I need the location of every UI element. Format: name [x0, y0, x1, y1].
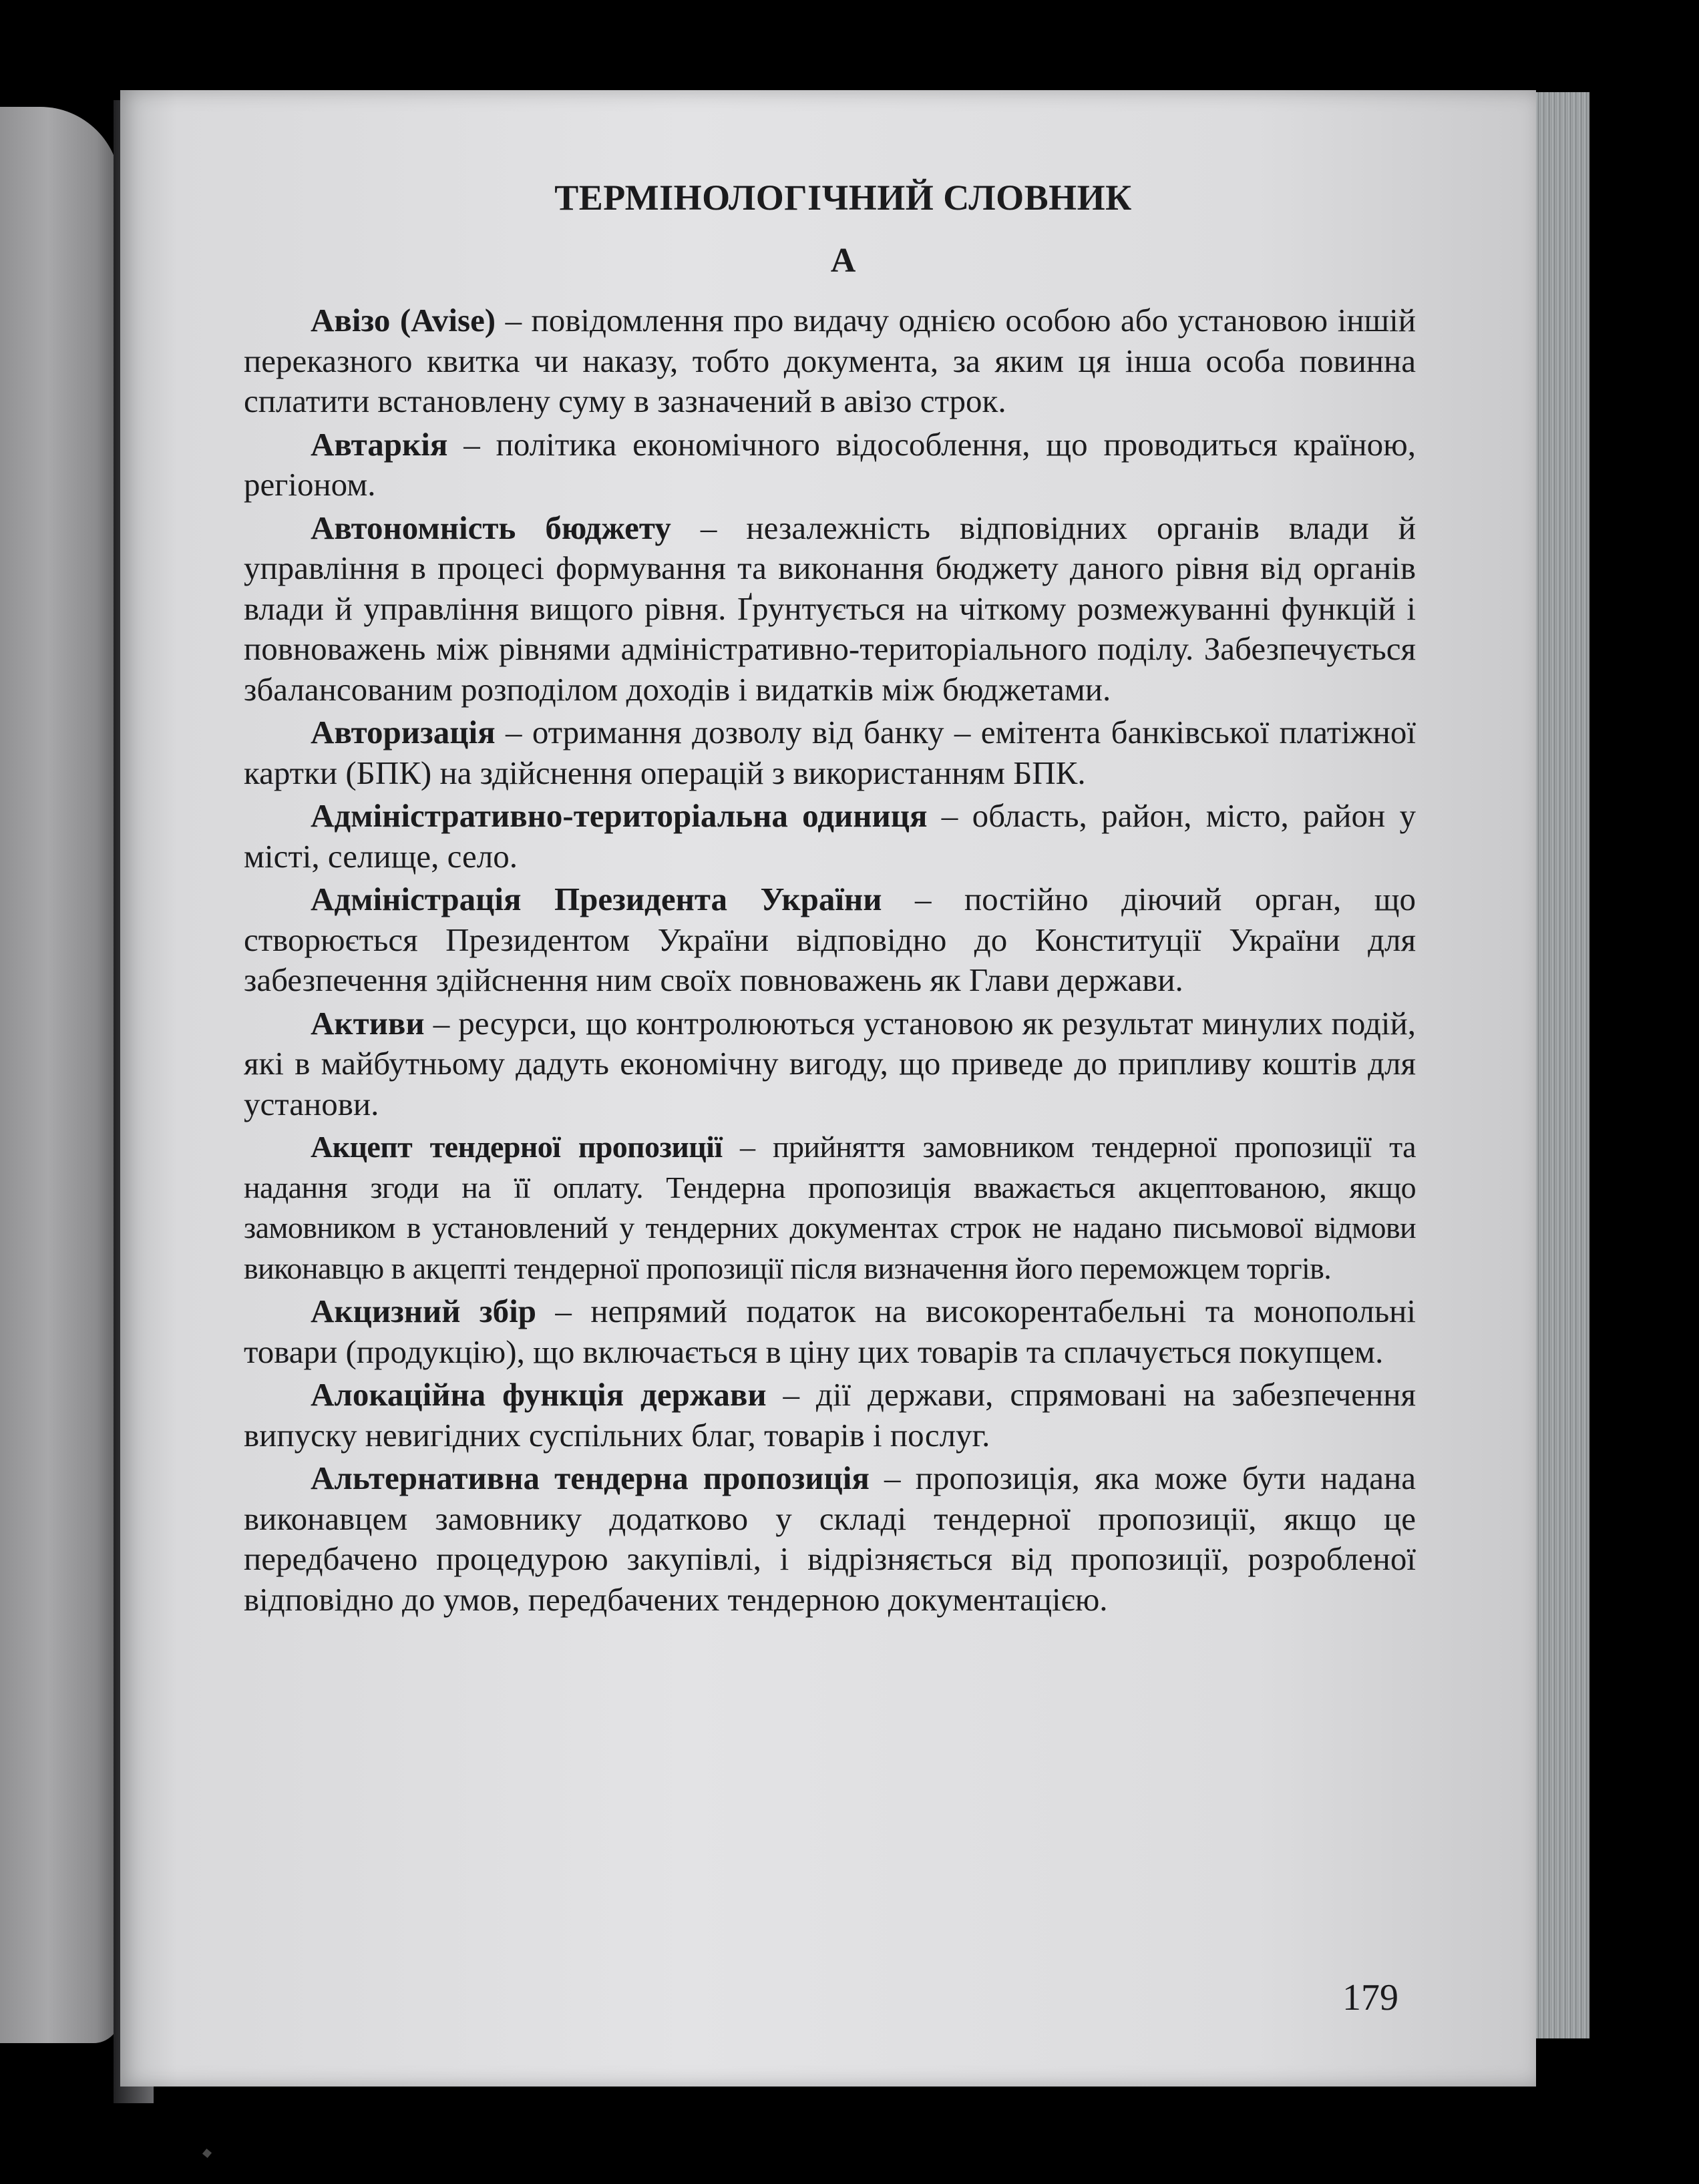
section-letter: А	[830, 242, 856, 280]
previous-page-edge	[0, 107, 120, 2043]
glossary-entry	[244, 1458, 1416, 1620]
entry-term: Авізо (Avise)	[311, 302, 496, 339]
entry-term: Алокаційна функція держави	[311, 1376, 767, 1413]
entry-definition: – політика економічного відособлення, що проводиться країною, регіоном.	[244, 425, 1416, 503]
entry-term: Адміністративно-територіальна одиниця	[311, 797, 928, 834]
glossary-entry	[244, 712, 1416, 793]
entry-definition: – повідомлення про видачу однією особою або установою іншій переказного квитка чи наказу, тобто документа, за яким ця інша особа повинна сплатити встановлену суму в зазначений в авізо строк.	[244, 302, 1417, 419]
book-page-edges	[1529, 92, 1589, 2038]
entry-term: Авторизація	[311, 714, 496, 750]
entry-definition: – ресурси, що контролюються установою як результат минулих подій, які в майбутньому дадуть економічну вигоду, що приведе до припливу коштів для установи.	[244, 1004, 1416, 1122]
glossary-entry	[244, 508, 1416, 710]
glossary-entry	[244, 796, 1416, 877]
glossary-entry	[244, 425, 1416, 505]
page-title: ТЕРМІНОЛОГІЧНИЙ СЛОВНИК	[554, 178, 1132, 218]
entry-definition: – пропозиція, яка може бути надана виконавцем замовнику додатково у складі тендерної пропозиції, якщо це передбачено процедурою закупівлі, і відрізняється від пропозиції, розробленої відповідно до умов, передбачених тендерною документацією.	[244, 1460, 1416, 1618]
entry-term: Акцепт тендерної пропозиції	[311, 1130, 723, 1164]
glossary-entry	[244, 1291, 1416, 1372]
page-number: 179	[1342, 1977, 1398, 2018]
entry-definition: – дії держави, спрямовані на забезпечення випуску невигідних суспільних благ, товарів і послуг.	[244, 1376, 1416, 1454]
entry-term: Альтернативна тендерна пропозиція	[311, 1460, 870, 1496]
entry-term: Автаркія	[311, 425, 448, 463]
entry-definition: – отримання дозволу від банку – емітента банківської платіжної картки (БПК) на здійснення операцій з використанням БПК.	[244, 714, 1416, 791]
entry-definition: – непрямий податок на високорентабельні та монопольні товари (продукцію), що включається в ціну цих товарів та сплачується покупцем.	[244, 1293, 1416, 1370]
glossary-entry	[244, 1375, 1416, 1456]
glossary-entry	[244, 1004, 1416, 1125]
glossary-entry	[244, 1127, 1416, 1289]
entry-definition: – незалежність відповідних органів влади й управління в процесі формування та виконання бюджету даного рівня від органів влади й управління вищого рівня. Ґрунтується на чіткому розмежуванні функцій і повноважень між рівнями адміністративно-територіального поділу. Забезпечується збалансованим розподілом доходів і видатків між бюджетами.	[244, 509, 1417, 708]
entry-definition: – прийняття замовником тендерної пропозиції та надання згоди на її оплату. Тендерна пропозиція вважається акцептованою, якщо замовником в установлений у тендерних документах строк не надано письмової відмови виконавцю в акцепті тендерної пропозиції після визначення його переможцем торгів.	[244, 1130, 1416, 1285]
entry-definition: – постійно діючий орган, що створюється Президентом України відповідно до Конституції України для забезпечення здійснення ним своїх повноважень як Глави держави.	[244, 881, 1416, 998]
dust-speck	[202, 2149, 212, 2158]
entry-term: Акцизний збір	[311, 1293, 536, 1329]
entry-term: Автономність бюджету	[311, 509, 671, 546]
entry-term: Адміністрація Президента України	[311, 881, 882, 917]
entry-term: Активи	[311, 1004, 425, 1042]
page-content	[244, 177, 1416, 1622]
glossary-entry	[244, 300, 1416, 422]
entry-definition: – область, район, місто, район у місті, селище, село.	[244, 797, 1416, 875]
glossary-entry	[244, 879, 1416, 1001]
